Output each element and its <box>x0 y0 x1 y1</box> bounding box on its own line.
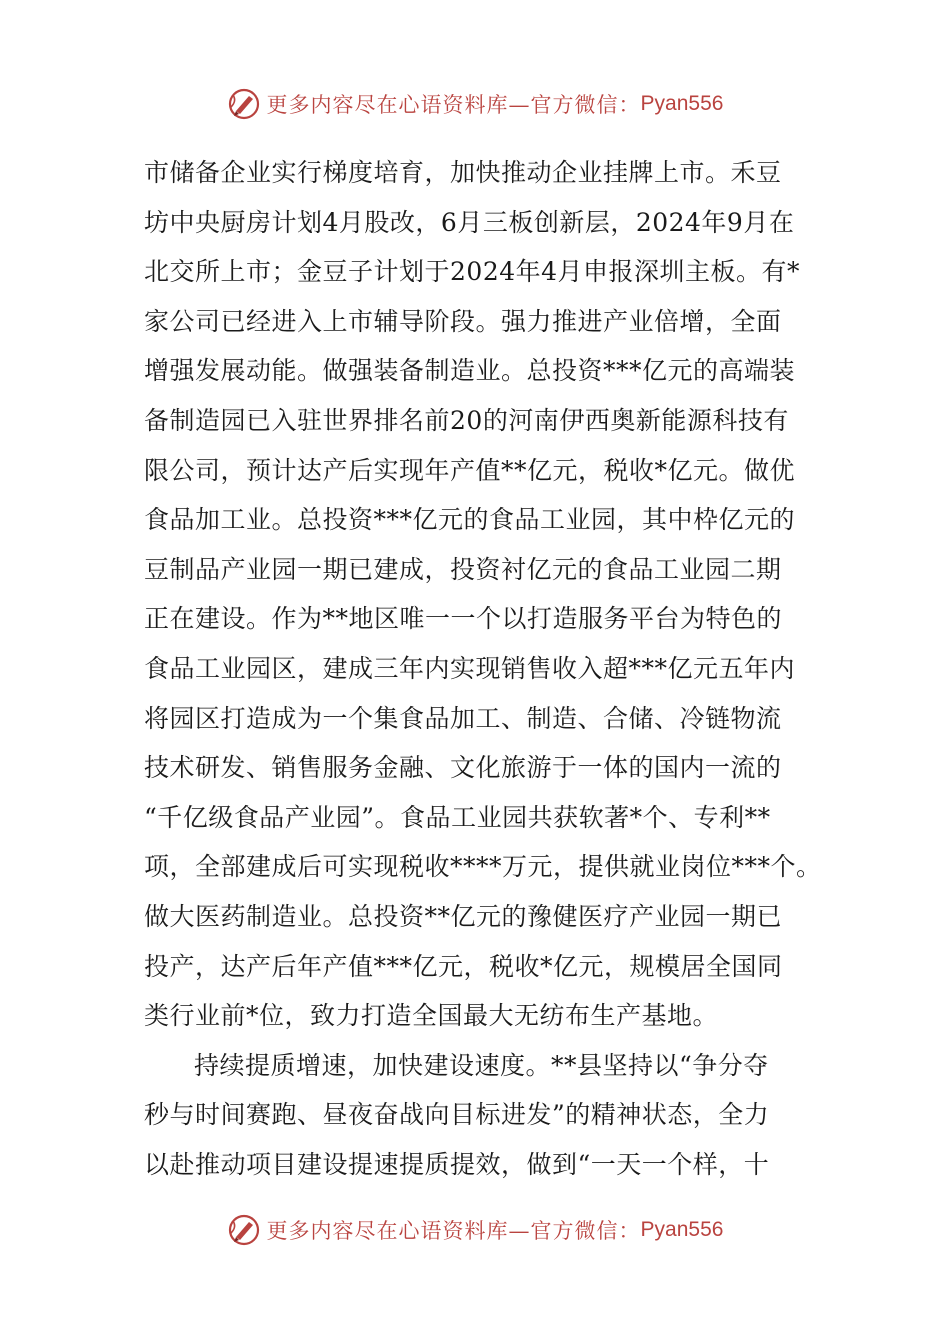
text-line: 豆制品产业园一期已建成，投资衬亿元的食品工业园二期 <box>144 554 782 584</box>
text-line: 以赴推动项目建设提速提质提效，做到“一天一个样，十 <box>144 1149 770 1179</box>
text-line: 正在建设。作为**地区唯一一个以打造服务平台为特色的 <box>144 604 783 634</box>
text-line: 类行业前*位，致力打造全国最大无纺布生产基地。 <box>144 1001 719 1031</box>
text-line: 技术研发、销售服务金融、文化旅游于一体的国内一流的 <box>144 753 782 783</box>
header-banner-text: 更多内容尽在心语资料库—官方微信： <box>266 93 641 117</box>
text-line: 增强发展动能。做强装备制造业。总投资***亿元的高端装 <box>144 356 796 386</box>
footer-banner <box>0 1210 950 1250</box>
text-line: 市储备企业实行梯度培育，加快推动企业挂牌上市。禾豆 <box>144 158 782 187</box>
text-line: 投产，达产后年产值***亿元，税收*亿元，规模居全国同 <box>144 951 783 981</box>
text-line: 做大医药制造业。总投资**亿元的豫健医疗产业园一期已 <box>144 901 783 931</box>
text-line: 限公司，预计达产后实现年产值**亿元，税收*亿元。做优 <box>144 455 796 485</box>
header-banner <box>0 84 950 124</box>
pen-logo-icon <box>227 87 261 121</box>
paragraph-start-line: 持续提质增速，加快建设速度。**县坚持以“争分夺 <box>194 1050 769 1080</box>
text-line: 北交所上市；金豆子计划于2024年4月申报深圳主板。有* <box>144 257 801 287</box>
text-line: 食品工业园区，建成三年内实现销售收入超***亿元五年内 <box>144 653 796 683</box>
text-line: 食品加工业。总投资***亿元的食品工业园，其中枠亿元的 <box>144 505 796 535</box>
footer-banner-text: 更多内容尽在心语资料库—官方微信： <box>266 1219 641 1243</box>
text-line: 坊中央厨房计划4月股改，6月三板创新层，2024年9月在 <box>144 207 795 237</box>
text-line: 家公司已经进入上市辅导阶段。强力推进产业倍增，全面 <box>144 306 782 336</box>
pen-logo-icon <box>227 1213 261 1247</box>
document-body <box>144 148 834 1189</box>
text-line: 秒与时间赛跑、昼夜奋战向目标进发”的精神状态，全力 <box>144 1100 770 1130</box>
text-line: 项，全部建成后可实现税收****万元，提供就业岗位***个。 <box>144 852 822 882</box>
text-line: 将园区打造成为一个集食品加工、制造、合储、冷链物流 <box>144 703 782 733</box>
text-line: “千亿级食品产业园”。食品工业园共获软著*个、专利** <box>144 802 771 832</box>
text-line: 备制造园已入驻世界排名前20的河南伊西奥新能源科技有 <box>144 405 789 435</box>
header-banner-handle: Pyan556 <box>640 92 724 115</box>
footer-banner-handle: Pyan556 <box>640 1218 724 1241</box>
